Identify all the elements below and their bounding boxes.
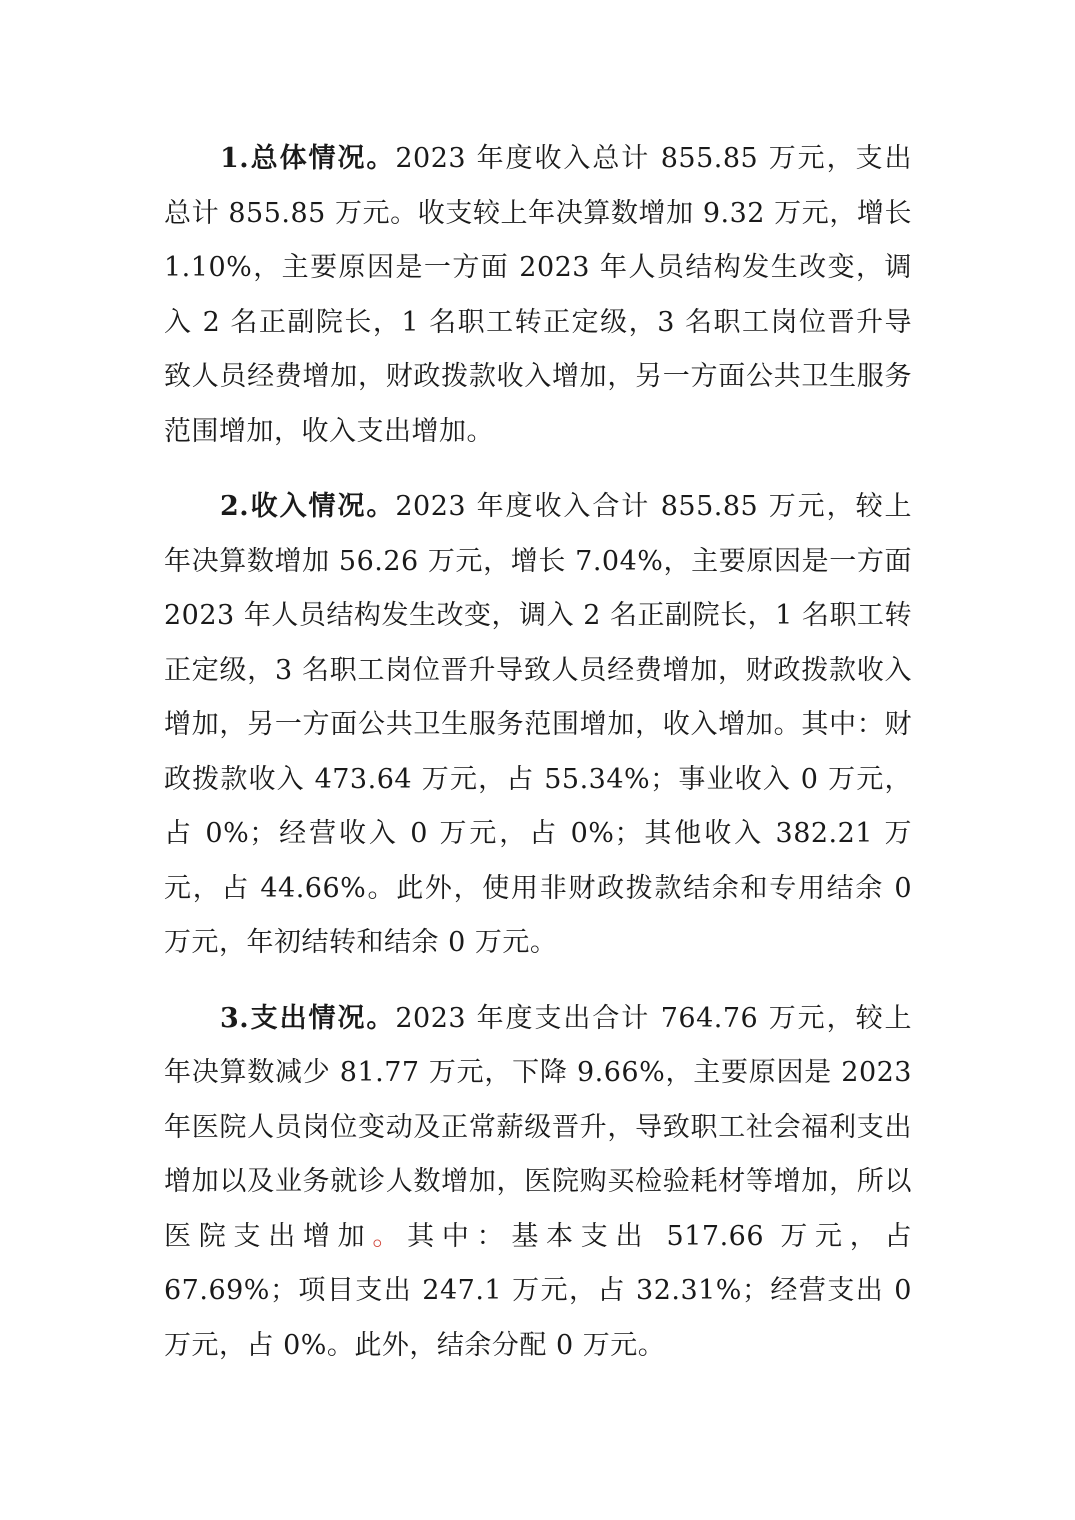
section-heading: 3.支出情况。: [220, 1002, 396, 1034]
section-overall: [164, 132, 912, 459]
section-expenditure: [164, 992, 912, 1374]
section-body-part-a: 2023 年度支出合计 764.76 万元，较上年决算数减少 81.77 万元，下降 9.66%，主要原因是 2023 年医院人员岗位变动及正常薪级晋升，导致职工社会福利支出增加以及业务就诊人数增加，医院购买检验耗材等增加，所以医院支出增加: [164, 1002, 913, 1252]
section-heading: 1.总体情况。: [220, 143, 396, 174]
section-body: 2023 年度收入总计 855.85 万元，支出总计 855.85 万元。收支较上年决算数增加 9.32 万元，增长 1.10%，主要原因是一方面 2023 年人员结构发生改变，调入 2 名正副院长，1 名职工转正定级，3 名职工岗位晋升导致人员经费增加，财政拨款收入增加，另一方面公共卫生服务范围增加，收入支出增加。: [164, 143, 913, 447]
section-body-part-b: 其中：基本支出 517.66 万元，占 67.69%；项目支出 247.1 万元，占 32.31%；经营支出 0 万元，占 0%。此外，结余分配 0 万元。: [164, 1220, 913, 1361]
section-heading: 2.收入情况。: [220, 491, 396, 522]
highlighted-period-mark: 。: [372, 1220, 408, 1252]
section-income: [164, 480, 912, 971]
document-page: [164, 132, 912, 1394]
section-body: 2023 年度收入合计 855.85 万元，较上年决算数增加 56.26 万元，增长 7.04%，主要原因是一方面 2023 年人员结构发生改变，调入 2 名正副院长，1 名职工转正定级，3 名职工岗位晋升导致人员经费增加，财政拨款收入增加，另一方面公共卫生服务范围增加，收入增加。其中：财政拨款收入 473.64 万元，占 55.34%；事业收入 0 万元，占 0%；经营收入 0 万元，占 0%；其他收入 382.21 万元，占 44.66%。此外，使用非财政拨款结余和专用结余 0 万元，年初结转和结余 0 万元。: [164, 491, 913, 958]
